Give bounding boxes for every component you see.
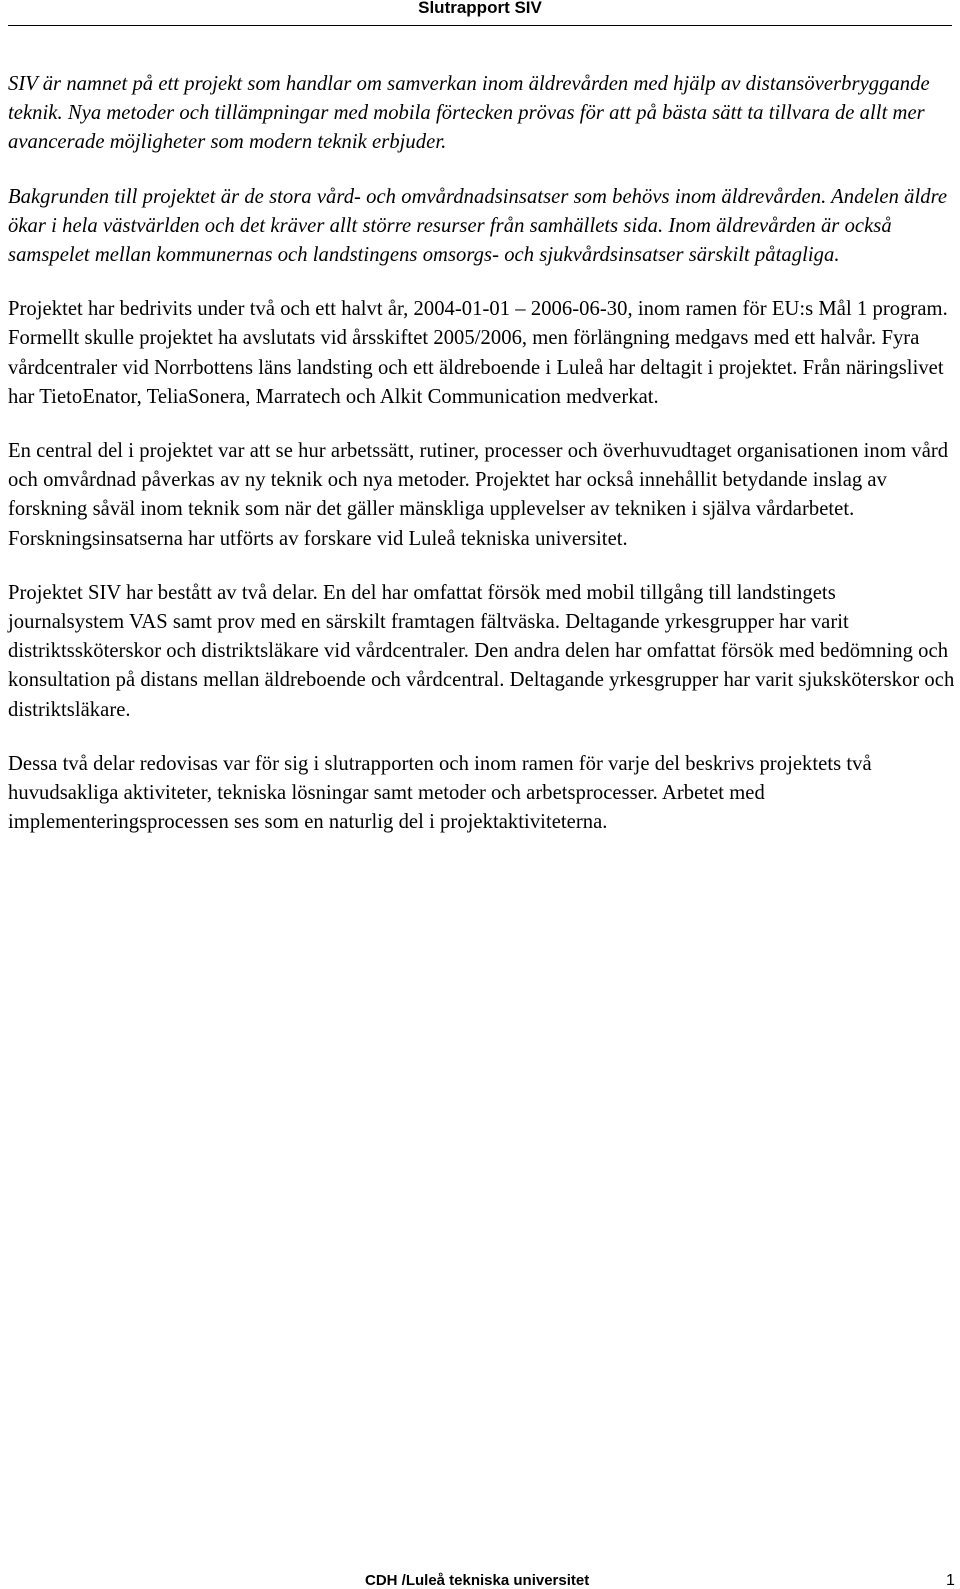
page-header	[0, 0, 960, 27]
paragraph-intro: SIV är namnet på ett projekt som handlar om samverkan inom äldrevården med hjälp av distansöverbryggande teknik. Nya metoder och tillämpningar med mobila förtecken prövas för att på bästa sätt ta tillvara de allt mer avancerade möjligheter som modern teknik erbjuder.	[8, 73, 930, 154]
paragraph-background: Bakgrunden till projektet är de stora vård- och omvårdnadsinsatser som behövs inom äldrevården. Andelen äldre ökar i hela västvärlden och det kräver allt större resurser från samhällets sida. Inom äldrevården är också samspelet mellan kommunernas och landstingens omsorgs- och sjukvårdsinsatser särskilt påtagliga.	[8, 185, 948, 267]
document-body	[8, 70, 956, 862]
footer-text: CDH /Luleå tekniska universitet	[365, 1572, 590, 1589]
header-title: Slutrapport SIV	[418, 0, 542, 17]
paragraph-duration: Projektet har bedrivits under två och ett halvt år, 2004-01-01 – 2006-06-30, inom ramen för EU:s Mål 1 program. Formellt skulle projektet ha avslutats vid årsskiftet 2005/2006, men förlängning medgavs med ett halvår. Fyra vårdcentraler vid Norrbottens läns landsting och ett äldreboende i Luleå har deltagit i projektet. Från näringslivet har TietoEnator, TeliaSonera, Marratech och Alkit Communication medverkat.	[8, 298, 948, 408]
header-rule	[8, 25, 952, 26]
paragraph-central-part: En central del i projektet var att se hur arbetssätt, rutiner, processer och överhuvudtaget organisationen inom vård och omvårdnad påverkas av ny teknik och nya metoder. Projektet har också innehållit betydande inslag av forskning såväl inom teknik som när det gäller mänskliga upplevelser av tekniken i själva vårdarbetet. Forskningsinsatserna har utförts av forskare vid Luleå tekniska universitet.	[8, 440, 949, 550]
paragraph-two-parts: Projektet SIV har bestått av två delar. En del har omfattat försök med mobil tillgång till landstingets journalsystem VAS samt prov med en särskilt framtagen fältväska. Deltagande yrkesgrupper har varit distriktssköterskor och distriktsläkare vid vårdcentraler. Den andra delen har omfattat försök med bedömning och konsultation på distans mellan äldreboende och vårdcentral. Deltagande yrkesgrupper har varit sjuksköterskor och distriktsläkare.	[8, 581, 955, 721]
paragraph-report-structure: Dessa två delar redovisas var för sig i slutrapporten och inom ramen för varje del beskrivs projektets två huvudsakliga aktiviteter, tekniska lösningar samt metoder och arbetsprocesser. Arbetet med implementeringsprocessen ses som en naturlig del i projektaktiviteterna.	[8, 752, 872, 834]
page-number: 1	[946, 1572, 955, 1589]
